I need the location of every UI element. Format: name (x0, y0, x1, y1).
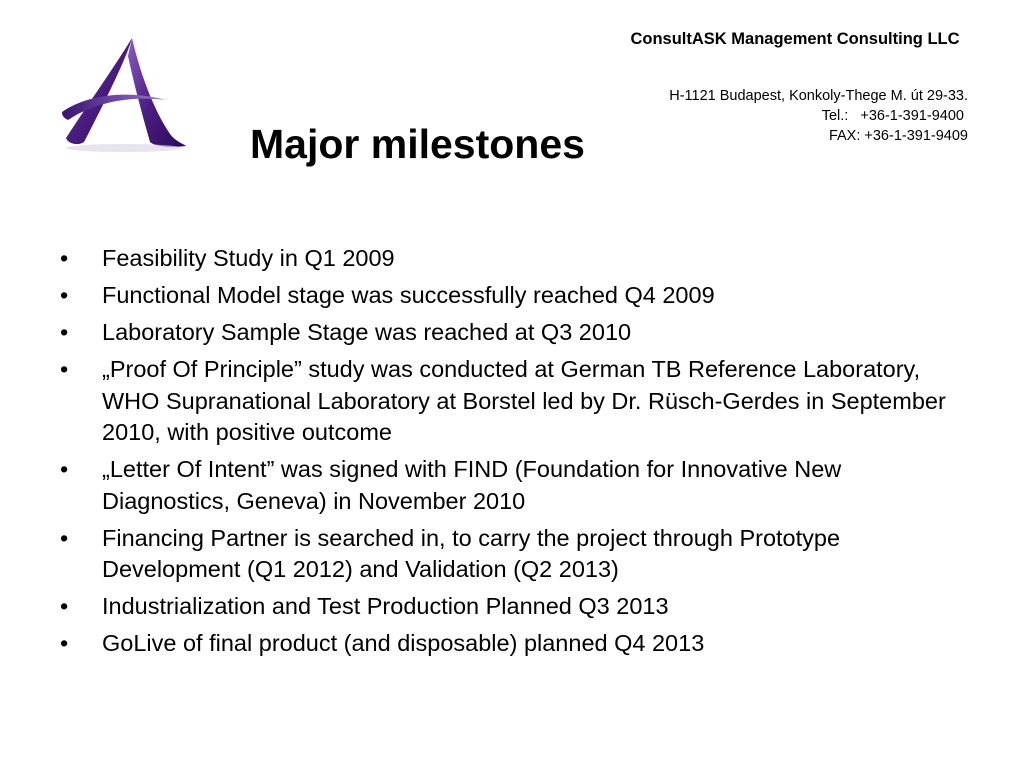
tel-line: Tel.: +36-1-391-9400 (821, 108, 968, 124)
bullet-icon: • (60, 630, 69, 656)
bullet-icon: • (60, 319, 69, 345)
purple-letter-a-logo-icon (58, 34, 190, 154)
fax-line: FAX: +36-1-391-9409 (828, 128, 968, 144)
bullet-icon: • (60, 282, 69, 308)
list-item-text: „Letter Of Intent” was signed with FIND (Foundation for Innovative New Diagnostics, Geneva) in November 2010 (102, 456, 842, 514)
list-item (58, 591, 958, 623)
address-line: H-1121 Budapest, Konkoly-Thege M. út 29-33. (669, 88, 968, 104)
list-item-text: „Proof Of Principle” study was conducted at German TB Reference Laboratory, WHO Supranational Laboratory at Borstel led by Dr. Rüsch-Gerdes in September 2010, with positive outcome (102, 356, 946, 445)
list-item (58, 280, 958, 312)
bullet-icon: • (60, 593, 69, 619)
list-item-text: Financing Partner is searched in, to carry the project through Prototype Development (Q1 2012) and Validation (Q2 2013) (102, 524, 841, 582)
slide-title: Major milestones (250, 121, 585, 167)
bullet-icon: • (60, 356, 69, 382)
list-item-text: Feasibility Study in Q1 2009 (102, 245, 395, 271)
list-item (58, 523, 958, 586)
list-item-text: Laboratory Sample Stage was reached at Q3 2010 (102, 319, 632, 345)
list-item (58, 243, 958, 275)
bullet-icon: • (60, 524, 69, 551)
list-item (58, 454, 958, 517)
company-contact (548, 86, 968, 146)
list-item-text: Functional Model stage was successfully reached Q4 2009 (102, 282, 715, 308)
list-item (58, 317, 958, 349)
list-item (58, 628, 958, 660)
list-item (58, 354, 958, 449)
milestone-list (58, 243, 958, 665)
list-item-text: GoLive of final product (and disposable) planned Q4 2013 (102, 630, 705, 656)
bullet-icon: • (60, 456, 69, 482)
bullet-icon: • (60, 245, 69, 271)
list-item-text: Industrialization and Test Production Planned Q3 2013 (102, 593, 669, 619)
company-name: ConsultASK Management Consulting LLC (630, 30, 960, 48)
